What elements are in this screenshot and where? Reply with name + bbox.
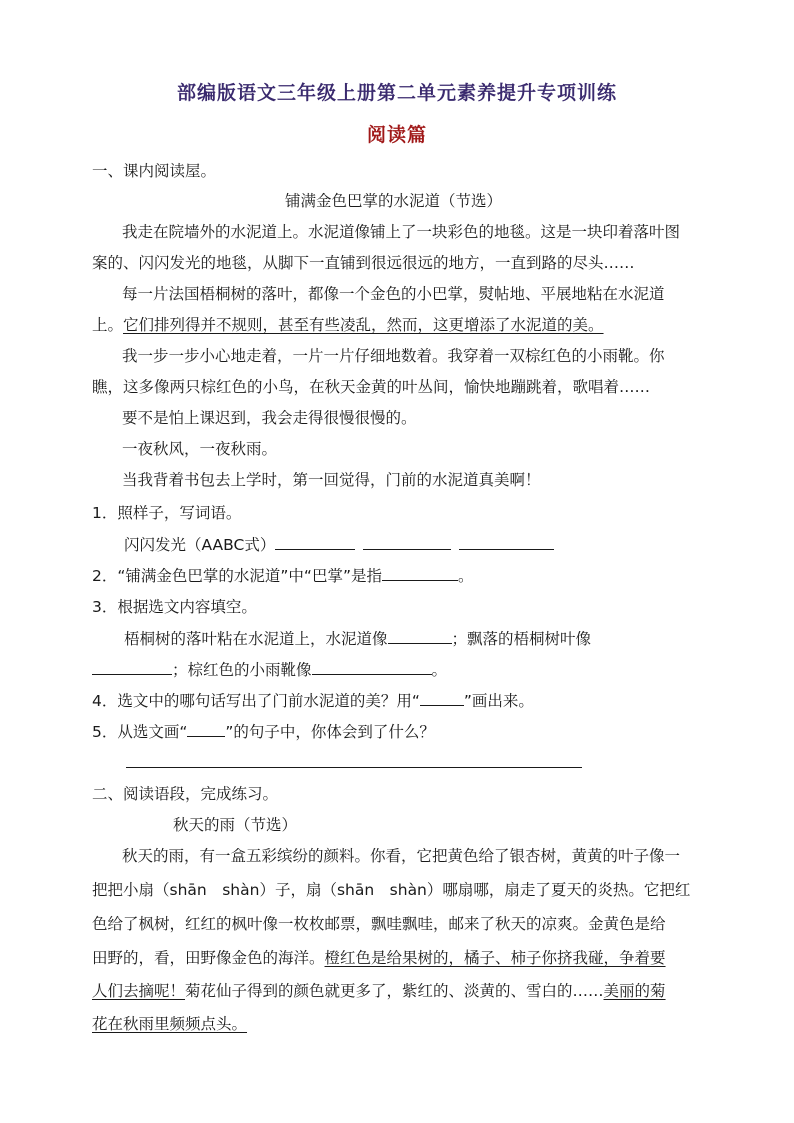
question-3-line1-a: 梧桐树的落叶粘在水泥道上，水泥道像 (124, 630, 388, 648)
passage1-p3-line1: 我一步一步小心地走着，一片一片仔细地数着。我穿着一双棕红色的小雨靴。你 (122, 347, 665, 365)
passage1-p2-line2 (92, 314, 604, 336)
underlined-sentence-2: 橙红色是给果树的，橘子、柿子你挤我碰，争着要 (324, 949, 666, 967)
answer-blank[interactable] (382, 564, 458, 581)
question-4-text: 4．选文中的哪句话写出了门前水泥道的美？用“ (92, 692, 420, 710)
question-3-line1-b: ；飘落的梧桐树叶像 (451, 630, 592, 648)
underlined-sentence-3: 美丽的菊 (603, 982, 666, 1000)
passage1-p2-line1: 每一片法国梧桐树的落叶，都像一个金色的小巴掌，熨帖地、平展地粘在水泥道 (122, 285, 665, 303)
passage1-p1-line2: 案的、闪闪发光的地毯，从脚下一直铺到很远很远的地方，一直到路的尽头…… (92, 254, 635, 272)
underline-mark (187, 720, 225, 737)
passage1-p6: 当我背着书包去上学时，第一回觉得，门前的水泥道真美啊！ (122, 471, 541, 489)
answer-blank[interactable] (275, 533, 355, 550)
question-1-example (124, 533, 554, 556)
passage2-line5-mid: 菊花仙子得到的颜色就更多了，紫红的、淡黄的、雪白的…… (185, 982, 604, 1000)
passage2-line3: 色给了枫树，红红的枫叶像一枚枚邮票，飘哇飘哇，邮来了秋天的凉爽。金黄色是给 (92, 915, 666, 933)
answer-blank[interactable] (388, 627, 452, 644)
underline-mark (420, 689, 464, 706)
section2-heading: 二、阅读语段，完成练习。 (92, 785, 279, 803)
document-subtitle: 阅读篇 (366, 124, 427, 146)
question-1: 1．照样子，写词语。 (92, 504, 242, 522)
question-3-line2 (92, 658, 447, 681)
passage1-p1-line1: 我走在院墙外的水泥道上。水泥道像铺上了一块彩色的地毯。这是一块印着落叶图 (122, 223, 681, 241)
answer-line[interactable] (126, 767, 582, 768)
passage1-p3-line2: 瞧，这多像两只棕红色的小鸟，在秋天金黄的叶丛间，愉快地蹦跳着，歌唱着…… (92, 378, 651, 396)
question-2 (92, 564, 474, 587)
passage1-title: 铺满金色巴掌的水泥道（节选） (285, 192, 503, 210)
passage2-line5 (92, 980, 666, 1002)
question-4 (92, 689, 534, 712)
passage2-line1: 秋天的雨，有一盒五彩缤纷的颜料。你看，它把黄色给了银杏树，黄黄的叶子像一 (122, 847, 681, 865)
question-2-text: 2．“铺满金色巴掌的水泥道”中“巴掌”是指 (92, 567, 382, 585)
underlined-sentence-1: 它们排列得并不规则，甚至有些凌乱，然而，这更增添了水泥道的美。 (123, 316, 604, 334)
question-2-end: 。 (457, 567, 474, 585)
passage2-line4 (92, 947, 666, 969)
passage2-line2: 把把小扇（shān shàn）子，扇（shān shàn）哪扇哪，扇走了夏天的炎热。它把红 (92, 881, 691, 899)
question-1-example-label: 闪闪发光（AABC式） (124, 536, 276, 554)
underlined-sentence-2-end: 人们去摘呢！ (92, 982, 186, 1000)
passage1-p2-line2-lead: 上。 (92, 316, 124, 334)
question-4-end: ”画出来。 (463, 692, 534, 710)
passage2-line4-lead: 田野的，看，田野像金色的海洋。 (92, 949, 325, 967)
question-3-line1 (124, 627, 591, 650)
question-5-text: 5．从选文画“ (92, 723, 188, 741)
question-3-line2-a: ；棕红色的小雨靴像 (172, 661, 312, 679)
passage1-p5: 一夜秋风，一夜秋雨。 (122, 440, 278, 458)
passage1-p4: 要不是怕上课迟到，我会走得很慢很慢的。 (122, 409, 417, 427)
answer-blank[interactable] (363, 533, 451, 550)
section1-heading: 一、课内阅读屋。 (92, 162, 217, 180)
answer-blank[interactable] (312, 658, 432, 675)
answer-blank[interactable] (459, 533, 554, 550)
question-5-end: ”的句子中，你体会到了什么？ (225, 723, 435, 741)
passage2-title: 秋天的雨（节选） (173, 816, 298, 834)
underlined-sentence-3-end: 花在秋雨里频频点头。 (92, 1015, 248, 1033)
question-3: 3．根据选文内容填空。 (92, 598, 257, 616)
answer-blank[interactable] (92, 658, 172, 675)
document-title: 部编版语文三年级上册第二单元素养提升专项训练 (176, 82, 617, 104)
question-3-line2-b: 。 (431, 661, 448, 679)
passage2-line6 (92, 1013, 247, 1035)
question-5 (92, 720, 435, 743)
